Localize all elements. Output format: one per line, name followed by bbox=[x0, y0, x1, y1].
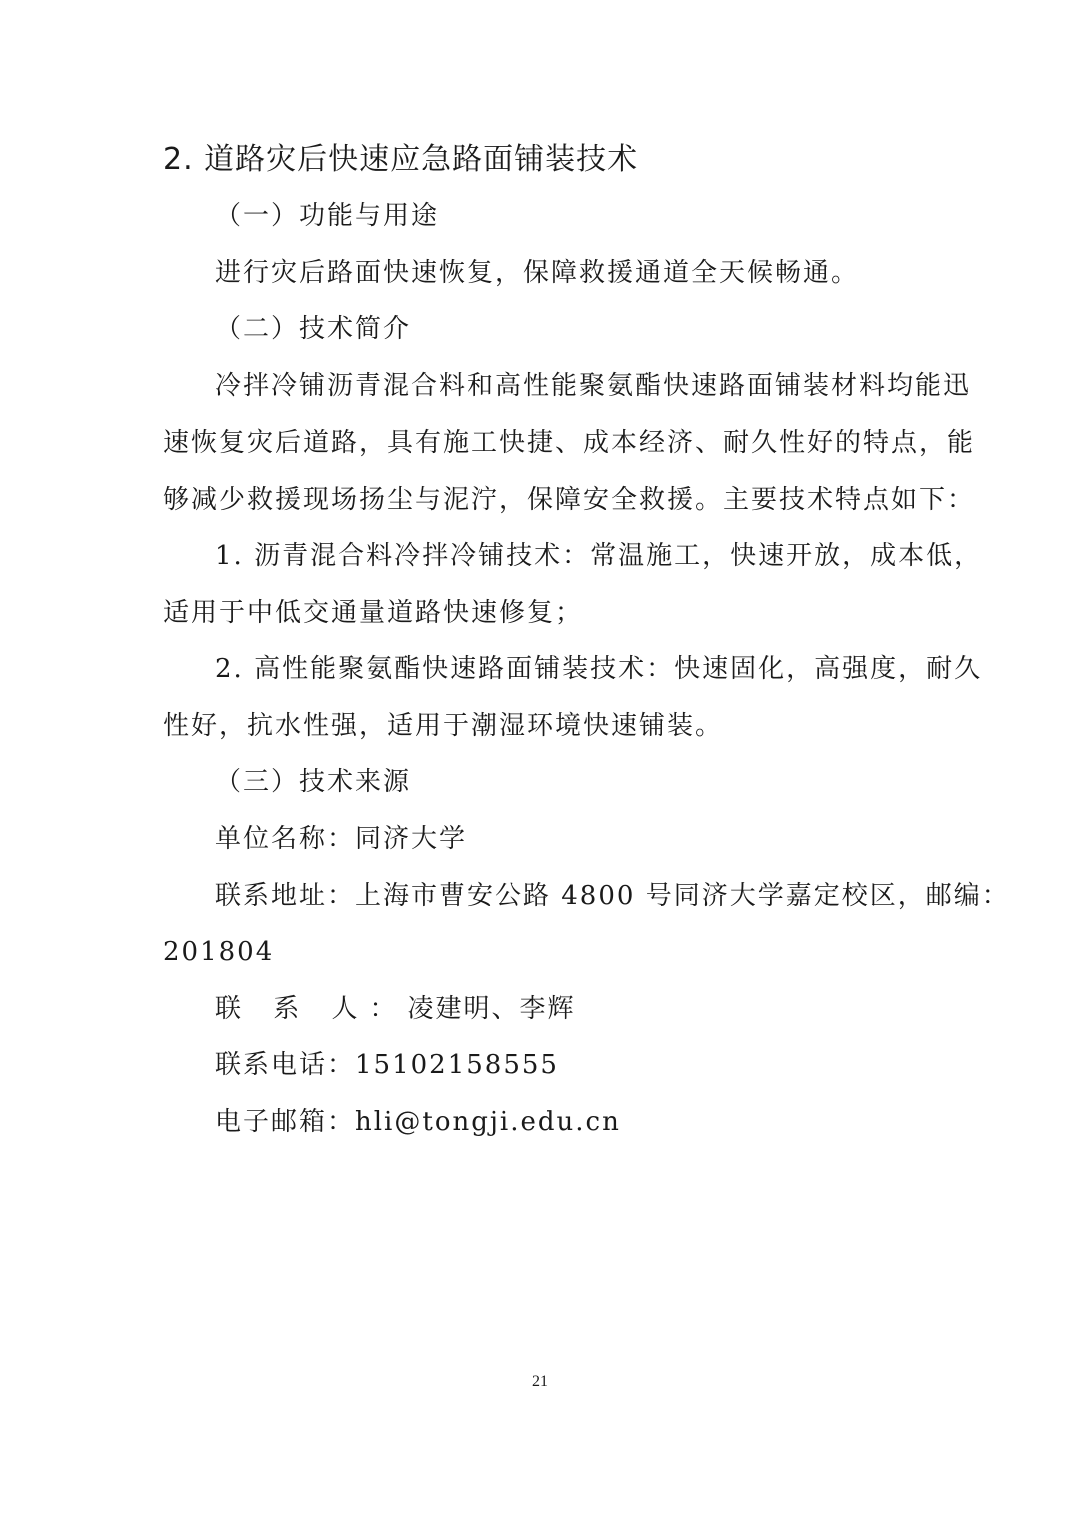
feature-item-1-line-1: 1. 沥青混合料冷拌冷铺技术：常温施工，快速开放，成本低， bbox=[215, 541, 983, 571]
contact-email: 电子邮箱：hli@tongji.edu.cn bbox=[215, 1107, 621, 1137]
intro-paragraph-line-2: 速恢复灾后道路，具有施工快捷、成本经济、耐久性好的特点，能 bbox=[163, 428, 976, 458]
intro-paragraph-line-1: 冷拌冷铺沥青混合料和高性能聚氨酯快速路面铺装材料均能迅 bbox=[215, 371, 972, 401]
contact-person-value: 凌建明、李辉 bbox=[407, 994, 576, 1024]
feature-item-1-line-2: 适用于中低交通量道路快速修复； bbox=[163, 598, 584, 628]
intro-paragraph-line-3: 够减少救援现场扬尘与泥泞，保障安全救援。主要技术特点如下： bbox=[163, 485, 976, 515]
subsection-heading-intro: （二）技术简介 bbox=[215, 314, 412, 344]
address-line-1: 联系地址：上海市曹安公路 4800 号同济大学嘉定校区，邮编： bbox=[215, 881, 1010, 911]
feature-item-2-line-2: 性好，抗水性强，适用于潮湿环境快速铺装。 bbox=[163, 711, 724, 741]
section-title: 2. 道路灾后快速应急路面铺装技术 bbox=[163, 142, 639, 177]
subsection-heading-function: （一）功能与用途 bbox=[215, 201, 440, 231]
unit-name: 单位名称：同济大学 bbox=[215, 824, 468, 854]
subsection-heading-source: （三）技术来源 bbox=[215, 767, 412, 797]
contact-person-label: 联 系 人： bbox=[215, 994, 408, 1024]
page-number: 21 bbox=[532, 1373, 548, 1390]
function-text: 进行灾后路面快速恢复，保障救援通道全天候畅通。 bbox=[215, 258, 860, 288]
feature-item-2-line-1: 2. 高性能聚氨酯快速路面铺装技术：快速固化，高强度，耐久 bbox=[215, 654, 983, 684]
contact-person bbox=[215, 992, 576, 1026]
address-postcode: 201804 bbox=[163, 937, 275, 967]
contact-phone: 联系电话：15102158555 bbox=[215, 1050, 559, 1080]
